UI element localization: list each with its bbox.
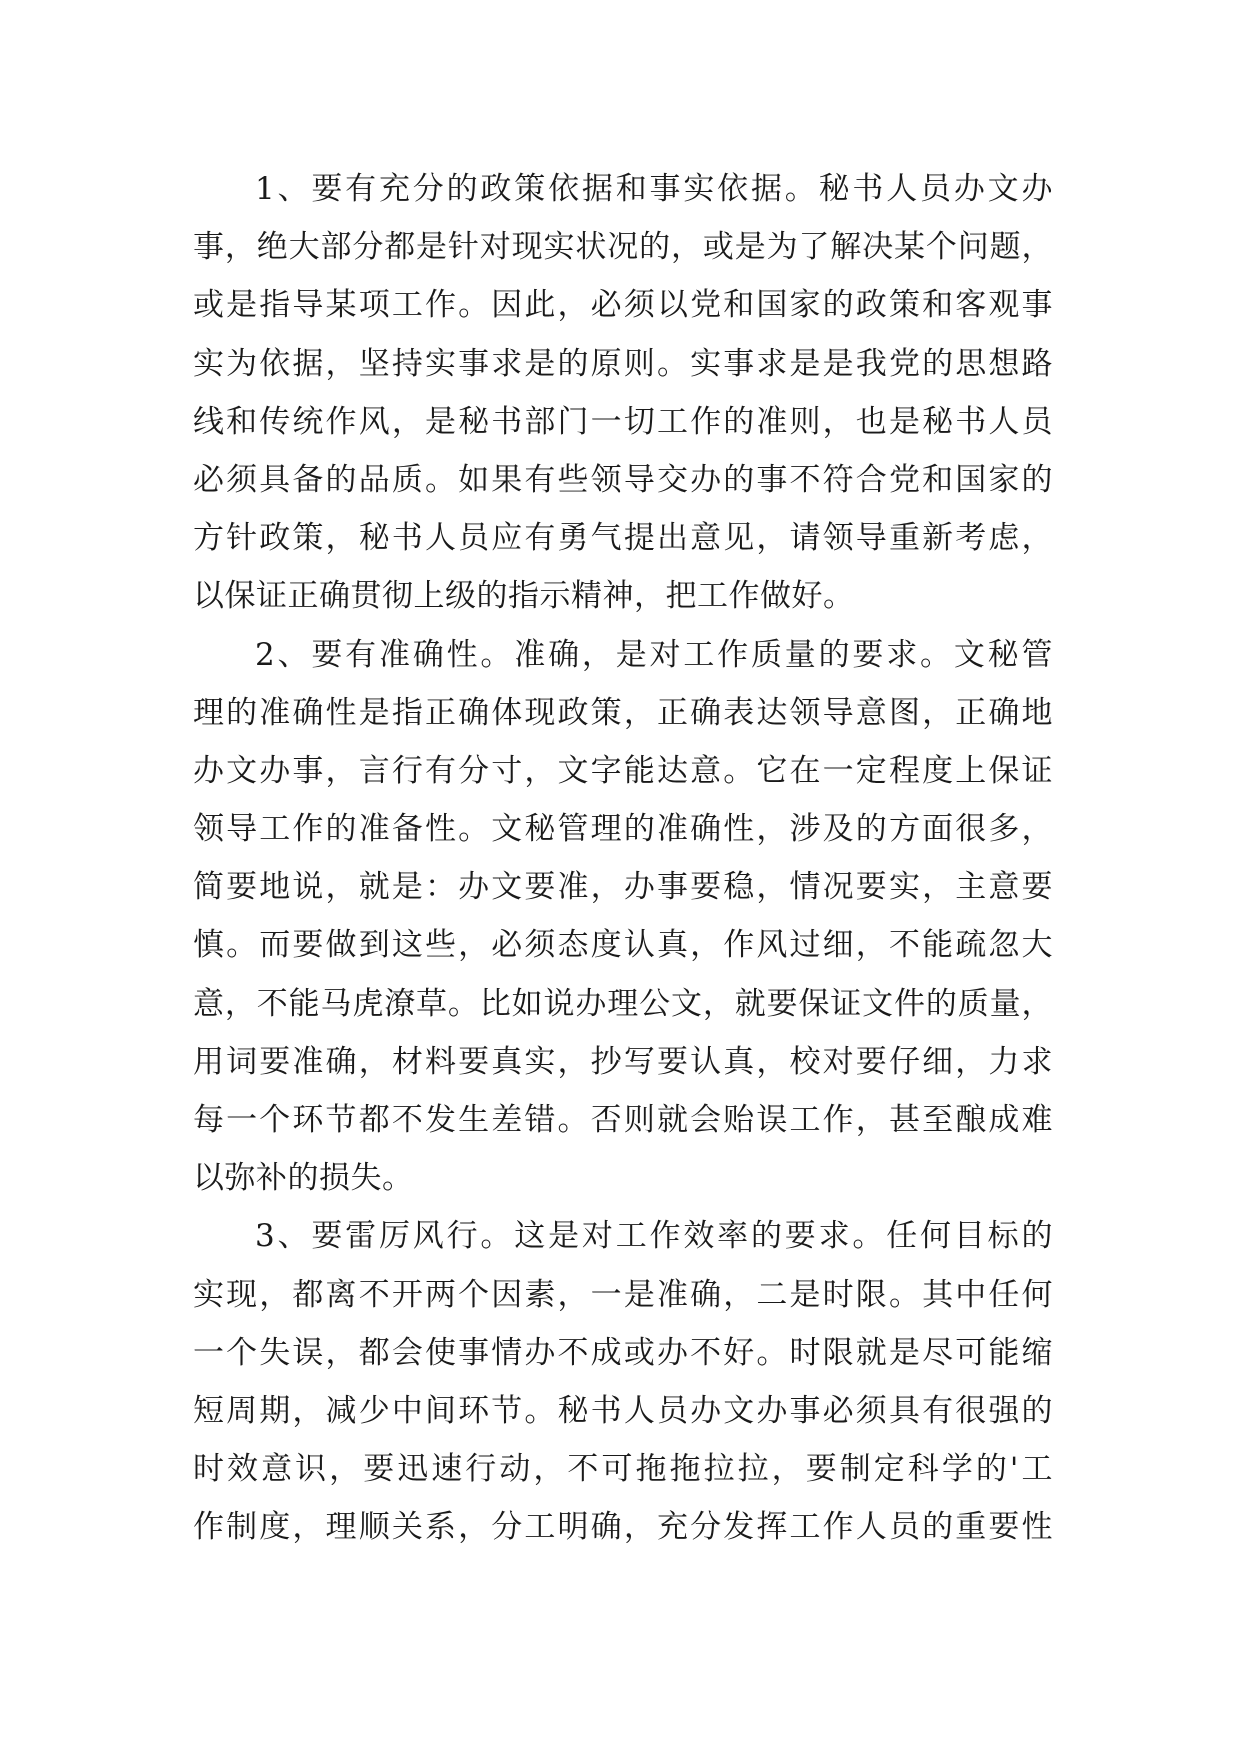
paragraph-1-line-1: 1、要有充分的政策依据和事实依据。秘书人员办文办 [255, 171, 1053, 207]
paragraph-3-line-1: 3、要雷厉风行。这是对工作效率的要求。任何目标的 [255, 1218, 1053, 1255]
paragraph-2-line-1: 2、要有准确性。准确，是对工作质量的要求。文秘管 [255, 636, 1053, 673]
paragraph-2-line-5: 简要地说，就是：办文要准，办事要稳，情况要实，主意要 [193, 869, 1053, 906]
paragraph-2-line-9: 每一个环节都不发生差错。否则就会贻误工作，甚至酿成难 [193, 1102, 1053, 1138]
paragraph-2-line-4: 领导工作的准备性。文秘管理的准确性，涉及的方面很多， [193, 811, 1053, 848]
paragraph-3-line-5: 时效意识，要迅速行动，不可拖拖拉拉，要制定科学的'工 [193, 1451, 1053, 1488]
paragraph-2-line-3: 办文办事，言行有分寸，文字能达意。它在一定程度上保证 [193, 752, 1053, 789]
paragraph-3-line-3: 一个失误，都会使事情办不成或办不好。时限就是尽可能缩 [193, 1334, 1053, 1371]
paragraph-1-line-2: 事，绝大部分都是针对现实状况的，或是为了解决某个问题， [193, 229, 1053, 266]
paragraph-2-line-6: 慎。而要做到这些，必须态度认真，作风过细，不能疏忽大 [193, 927, 1053, 964]
paragraph-1-line-4: 实为依据，坚持实事求是的原则。实事求是是我党的思想路 [193, 345, 1053, 382]
paragraph-1-line-7: 方针政策，秘书人员应有勇气提出意见，请领导重新考虑， [193, 520, 1053, 557]
paragraph-1-line-3: 或是指导某项工作。因此，必须以党和国家的政策和客观事 [193, 287, 1053, 324]
paragraph-1-line-5: 线和传统作风，是秘书部门一切工作的准则，也是秘书人员 [193, 403, 1053, 440]
paragraph-2-line-8: 用词要准确，材料要真实，抄写要认真，校对要仔细，力求 [193, 1043, 1053, 1080]
paragraph-3-line-6: 作制度，理顺关系，分工明确，充分发挥工作人员的重要性 [193, 1509, 1053, 1546]
paragraph-2-line-2: 理的准确性是指正确体现政策，正确表达领导意图，正确地 [193, 694, 1053, 731]
paragraph-1-line-6: 必须具备的品质。如果有些领导交办的事不符合党和国家的 [193, 461, 1053, 498]
paragraph-3-line-4: 短周期，减少中间环节。秘书人员办文办事必须具有很强的 [193, 1392, 1053, 1429]
paragraph-3-line-2: 实现，都离不开两个因素，一是准确，二是时限。其中任何 [193, 1276, 1053, 1313]
document-body [193, 160, 1053, 1557]
paragraph-2-line-10: 以弥补的损失。 [193, 1160, 414, 1197]
paragraph-1-line-8: 以保证正确贯彻上级的指示精神，把工作做好。 [193, 578, 855, 615]
paragraph-2-line-7: 意，不能马虎潦草。比如说办理公文，就要保证文件的质量， [193, 985, 1053, 1022]
